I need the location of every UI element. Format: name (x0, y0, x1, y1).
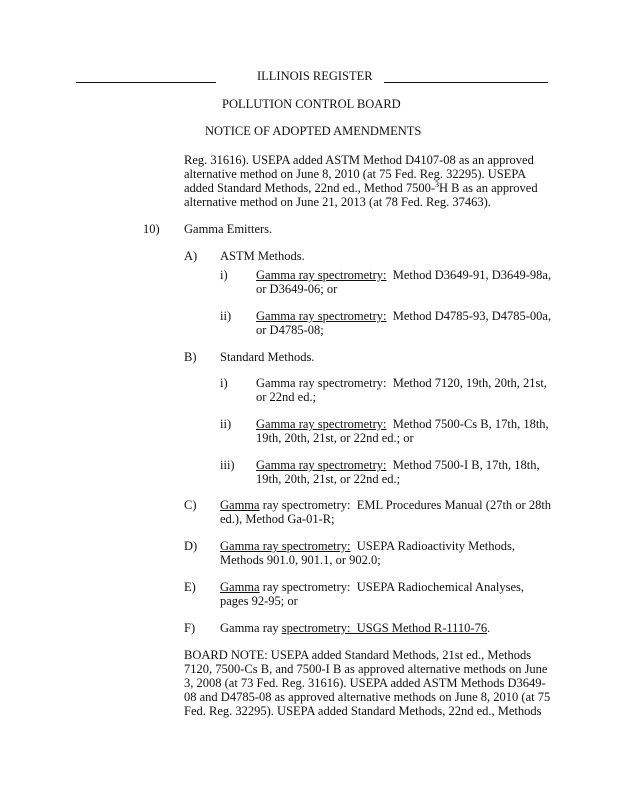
subsection-e-underlined: Gamma (220, 580, 260, 594)
a-item-1 (256, 268, 551, 283)
b-item-1-num: i) (220, 376, 228, 390)
subsection-e-label: E) (184, 580, 196, 594)
continuation-line-3 (184, 181, 538, 196)
subsection-c-line2: ed.), Method Ga-01-R; (220, 512, 335, 526)
subsection-a-label: A) (184, 249, 198, 263)
b-item-3 (256, 458, 540, 473)
subsection-d (220, 539, 515, 554)
board-title: POLLUTION CONTROL BOARD (222, 97, 401, 111)
b-item-2-line2: 19th, 20th, 21st, or 22nd ed.; or (256, 431, 414, 445)
b-item-3-underlined: Gamma ray spectrometry: (256, 458, 387, 472)
continuation-line-4: alternative method on June 21, 2013 (at 78 Fed. Reg. 37463). (184, 195, 491, 209)
a-item-2-num: ii) (220, 309, 232, 323)
b-item-3-line2: 19th, 20th, 21st, or 22nd ed.; (256, 472, 401, 486)
subsection-b-label: B) (184, 350, 197, 364)
subsection-e-line2: pages 92-95; or (220, 594, 298, 608)
subsection-f-label: F) (184, 621, 196, 635)
b-item-2-num: ii) (220, 417, 232, 431)
subsection-b-title: Standard Methods. (220, 350, 315, 364)
subsection-e-rest: ray spectrometry: USEPA Radiochemical Analyses, (259, 580, 525, 594)
board-note-line-2: 7120, 7500-Cs B, and 7500-I B as approved alternative methods on June (184, 662, 548, 676)
b-item-3-rest: Method 7500-I B, 17th, 18th, (386, 458, 540, 472)
board-note-line-3: 3, 2008 (at 73 Fed. Reg. 31616). USEPA added ASTM Methods D3649- (184, 676, 546, 690)
subsection-c-rest: ray spectrometry: EML Procedures Manual (27th or 28th (259, 498, 552, 512)
subsection-c-underlined: Gamma (220, 498, 260, 512)
board-note-line-4: 08 and D4785-08 as approved alternative methods on June 8, 2010 (at 75 (184, 690, 551, 704)
a-item-1-underlined: Gamma ray spectrometry: (256, 268, 387, 282)
b-item-2 (256, 417, 549, 432)
a-item-2-line2: or D4785-08; (256, 323, 324, 337)
subsection-d-underlined: Gamma ray spectrometry: (220, 539, 351, 553)
a-item-1-rest: Method D3649-91, D3649-98a, (386, 268, 552, 282)
b-item-2-rest: Method 7500-Cs B, 17th, 18th, (386, 417, 549, 431)
subsection-a-title: ASTM Methods. (220, 249, 305, 263)
board-note-line-1: BOARD NOTE: USEPA added Standard Methods, 21st ed., Methods (184, 648, 532, 662)
subsection-f-post: . (487, 621, 491, 635)
b-item-3-num: iii) (220, 458, 235, 472)
b-item-1: Gamma ray spectrometry: Method 7120, 19th, 20th, 21st, (256, 376, 547, 390)
a-item-2-rest: Method D4785-93, D4785-00a, (386, 309, 552, 323)
continuation-line-2: alternative method on June 8, 2010 (at 75 Fed. Reg. 32295). USEPA (184, 167, 527, 181)
b-item-2-underlined: Gamma ray spectrometry: (256, 417, 387, 431)
board-note-line-5: Fed. Reg. 32295). USEPA added Standard Methods, 22nd ed., Methods (184, 704, 542, 718)
subsection-c (220, 498, 551, 513)
a-item-1-line2: or D3649-06; or (256, 282, 338, 296)
a-item-1-num: i) (220, 268, 228, 282)
continuation-line-1: Reg. 31616). USEPA added ASTM Method D4107-08 as an approved (184, 153, 534, 167)
subsection-d-line2: Methods 901.0, 901.1, or 902.0; (220, 553, 381, 567)
continuation-line-3-pre: added Standard Methods, 22nd ed., Method 7500- (184, 181, 436, 195)
subsection-d-label: D) (184, 539, 198, 553)
subsection-c-label: C) (184, 498, 197, 512)
notice-title: NOTICE OF ADOPTED AMENDMENTS (205, 124, 422, 138)
subsection-f-pre: Gamma ray (220, 621, 282, 635)
section-number: 10) (143, 222, 160, 236)
a-item-2-underlined: Gamma ray spectrometry: (256, 309, 387, 323)
section-title: Gamma Emitters. (184, 222, 273, 236)
continuation-line-3-post: H B as an approved (439, 181, 538, 195)
subsection-f (220, 621, 490, 636)
subsection-f-underlined: spectrometry: USGS Method R-1110-76 (281, 621, 488, 635)
header-rule-left (76, 82, 216, 83)
subsection-e (220, 580, 524, 595)
register-title: ILLINOIS REGISTER (257, 69, 373, 83)
b-item-1-line2: or 22nd ed.; (256, 390, 317, 404)
superscript-3: 3 (435, 179, 440, 189)
subsection-d-rest: USEPA Radioactivity Methods, (350, 539, 515, 553)
header-rule-right (384, 82, 548, 83)
a-item-2 (256, 309, 551, 324)
